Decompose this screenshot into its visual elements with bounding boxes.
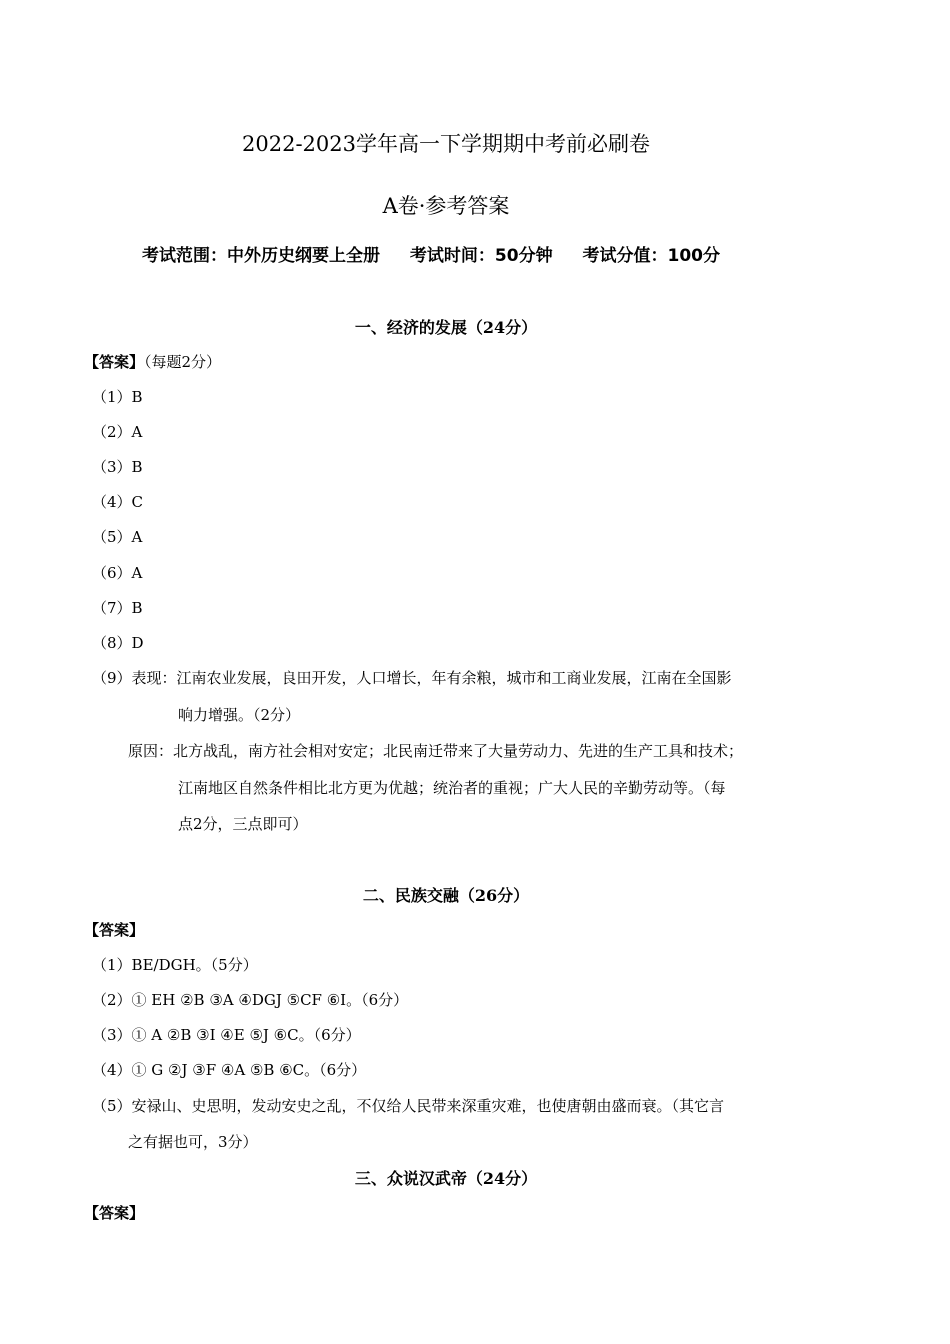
answer-line: （5）安禄山、史思明，发动安史之乱，不仅给人民带来深重灾难，也使唐朝由盛而衰。（其它言 — [92, 1097, 725, 1115]
section-title-economy: 一、经济的发展（24分） — [354, 318, 538, 337]
answer-line: （7）B — [92, 599, 143, 617]
answer-line: （3）① A ②B ③I ④E ⑤J ⑥C。（6分） — [92, 1026, 361, 1044]
exam-time: 考试时间：50分钟 — [409, 246, 553, 266]
page-title: 2022-2023学年高一下学期期中考前必刷卷 — [242, 132, 650, 156]
exam-score: 考试分值：100分 — [582, 246, 721, 266]
answer-line: （1）BE/DGH。（5分） — [92, 956, 258, 974]
answer-label: 【答案】 — [84, 1204, 145, 1222]
answer-line: （3）B — [92, 458, 143, 476]
answer-label: 【答案】 — [84, 921, 145, 939]
section-title-hanwudi: 三、众说汉武帝（24分） — [354, 1169, 538, 1188]
answer-note: （每题2分） — [144, 353, 222, 371]
answer-line: （4）C — [92, 493, 144, 511]
answer-q9-line: 江南地区自然条件相比北方更为优越；统治者的重视；广大人民的辛勤劳动等。（每 — [178, 779, 726, 797]
answer-line: （2）A — [92, 423, 143, 441]
answer-q9-line: 响力增强。（2分） — [178, 706, 301, 724]
answer-q9-line: 原因：北方战乱，南方社会相对安定；北民南迁带来了大量劳动力、先进的生产工具和技术； — [128, 742, 744, 760]
page-subtitle: A卷·参考答案 — [382, 194, 510, 218]
answer-line: （6）A — [92, 564, 143, 582]
answer-q9-line: 点2分，三点即可） — [178, 815, 308, 833]
answer-line: 之有据也可，3分） — [128, 1133, 258, 1151]
answer-line: （2）① EH ②B ③A ④DGJ ⑤CF ⑥I。（6分） — [92, 991, 409, 1009]
answer-label — [84, 351, 221, 372]
section-title-ethnic: 二、民族交融（26分） — [362, 886, 530, 905]
exam-info — [142, 241, 744, 266]
answer-line: （5）A — [92, 528, 143, 546]
exam-scope: 考试范围：中外历史纲要上全册 — [142, 246, 380, 266]
answer-line: （8）D — [92, 634, 144, 652]
answer-q9-line: （9）表现：江南农业发展，良田开发，人口增长，年有余粮，城市和工商业发展，江南在全国影 — [92, 669, 732, 687]
answer-line: （1）B — [92, 388, 143, 406]
answer-line: （4）① G ②J ③F ④A ⑤B ⑥C。（6分） — [92, 1061, 367, 1079]
answer-label-text: 【答案】 — [84, 353, 145, 371]
